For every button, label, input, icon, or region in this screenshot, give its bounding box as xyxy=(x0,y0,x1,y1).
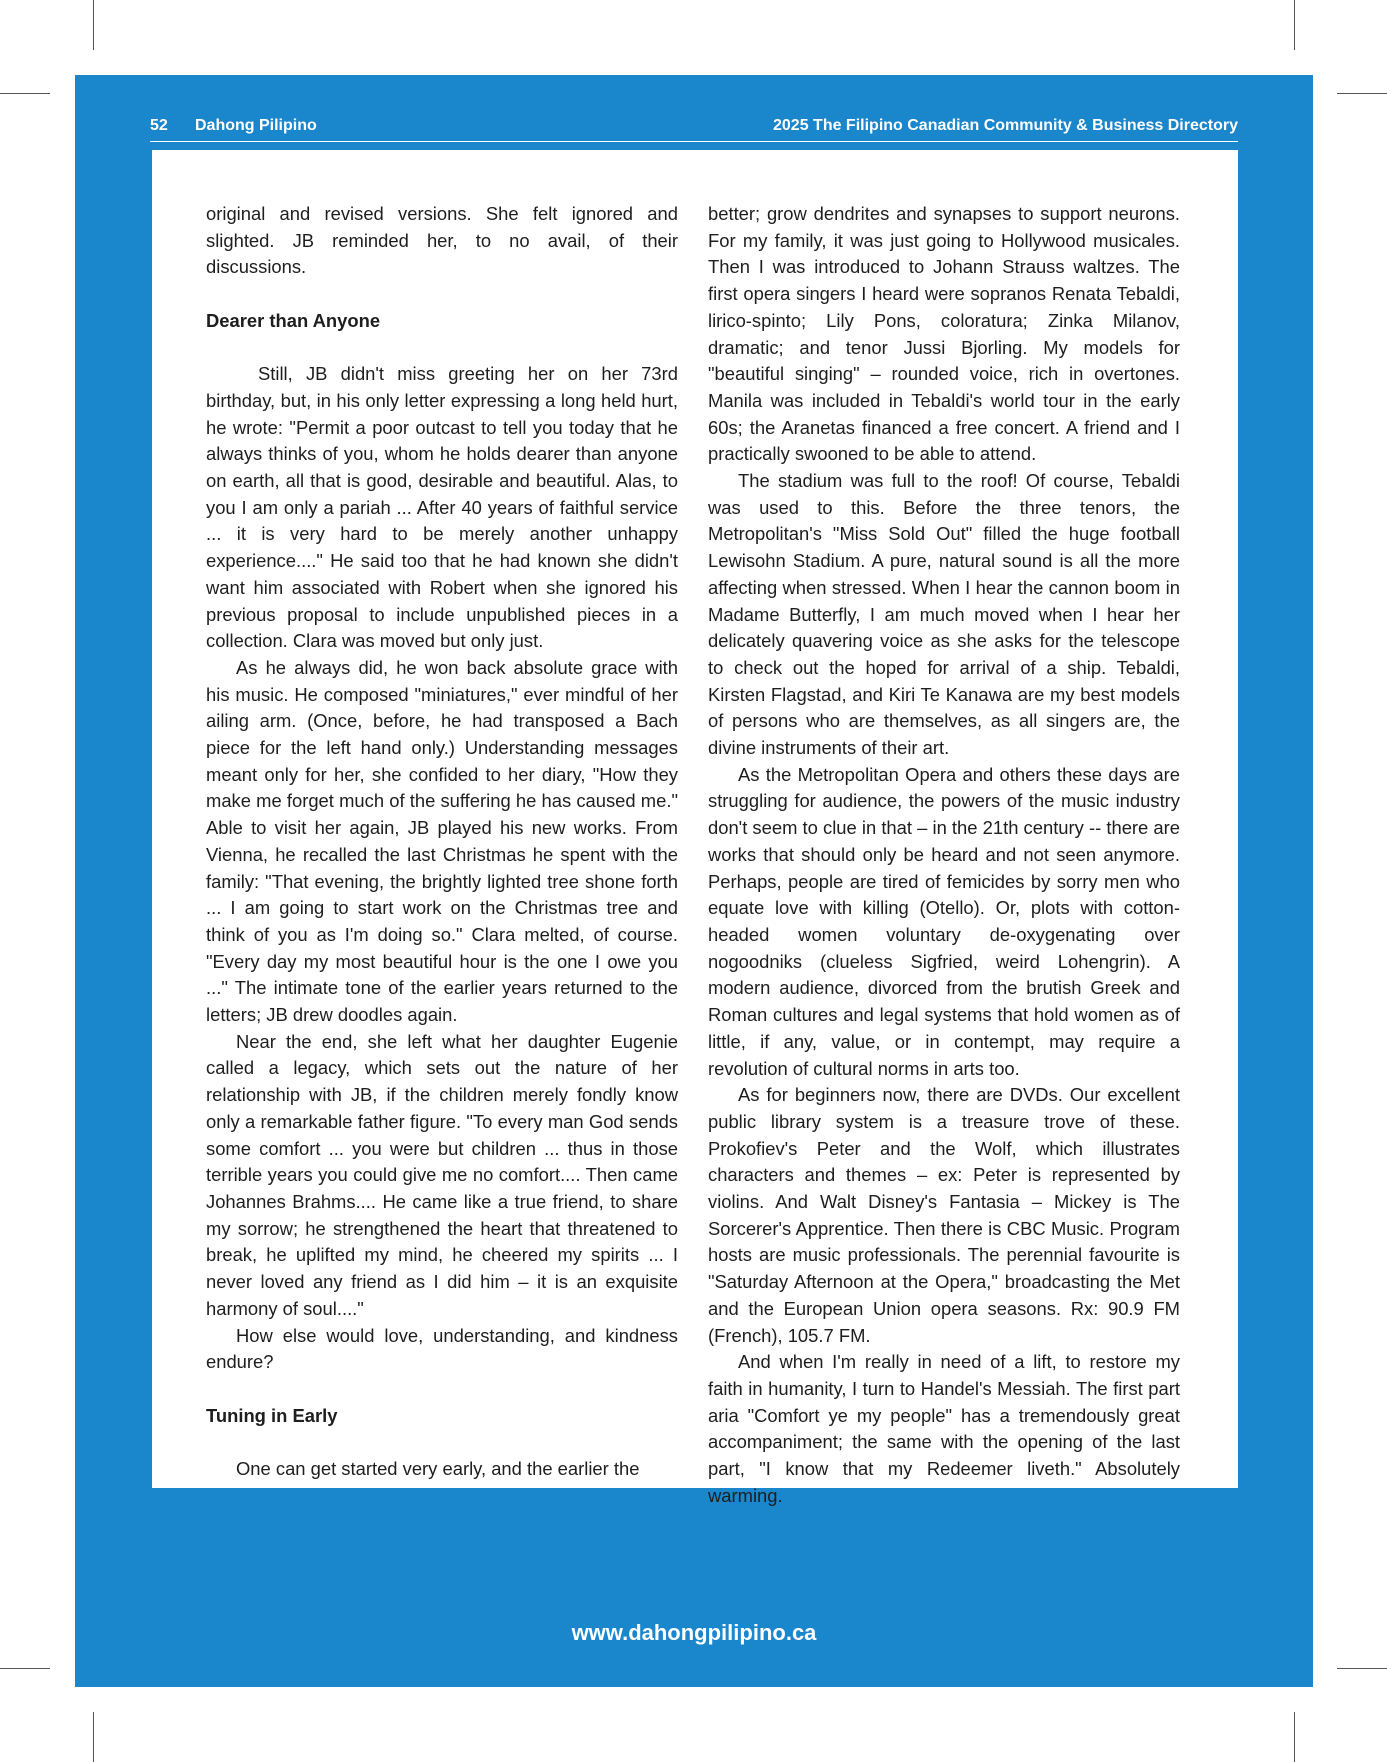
crop-mark xyxy=(1294,0,1295,50)
paragraph: The stadium was full to the roof! Of course, Tebaldi was used to this. Before the three tenors, the Metropolitan's "Miss Sold Out" filled the huge football Lewisohn Stadium. A pure, natural sound is all the more affecting when stressed. When I hear the cannon boom in Madame Butterfly, I am much moved when I hear her delicately quavering voice as she asks for the telescope to check out the hoped for arrival of a ship. Tebaldi, Kirsten Flagstad, and Kiri Te Kanawa are my best models of persons who are themselves, as all singers are, the divine instruments of their art. xyxy=(708,470,1180,759)
paragraph: better; grow dendrites and synapses to support neurons. For my family, it was just going to Hollywood musicales. Then I was introduced to Johann Strauss waltzes. The first opera singers I heard were sopranos Renata Tebaldi, lirico-spinto; Lily Pons, coloratura; Zinka Milanov, dramatic; and tenor Jussi Bjorling. My models for "beautiful singing" – rounded voice, rich in overtones. Manila was included in Tebaldi's world tour in the early 60s; the Aranetas financed a free concert. A friend and I practically swooned to be able to attend. xyxy=(708,203,1180,465)
paragraph: And when I'm really in need of a lift, to restore my faith in humanity, I turn to Handel's Messiah. The first part aria "Comfort ye my people" has a tremendously great accompaniment; the same with the opening of the last part, "I know that my Redeemer liveth." Absolutely warming. xyxy=(708,1351,1180,1506)
directory-title: 2025 The Filipino Canadian Community & Business Directory xyxy=(773,117,1238,134)
paragraph: One can get started very early, and the earlier the xyxy=(236,1457,640,1479)
crop-mark xyxy=(1337,1668,1387,1669)
crop-mark xyxy=(0,93,50,94)
crop-mark xyxy=(93,0,94,50)
page-header xyxy=(150,117,1238,139)
publication-name: Dahong Pilipino xyxy=(195,117,317,134)
paragraph: As he always did, he won back absolute grace with his music. He composed "miniatures," ever mindful of her ailing arm. (Once, before, he had transposed a Bach piece for the left hand only.) Understanding messages meant only for her, she confided to her diary, "How they make me forget much of the suffering he has caused me." Able to visit her again, JB played his new works. From Vienna, he recalled the last Christmas he spent with the family: "That evening, the brightly lighted tree shone forth ... I am going to start work on the Christmas tree and think of you as I'm doing so." Clara melted, of course. "Every day my most beautiful hour is the one I owe you ..." The intimate tone of the earlier years returned to the letters; JB drew doodles again. xyxy=(206,656,678,1026)
page-number: 52 xyxy=(150,117,168,134)
website-url[interactable]: www.dahongpilipino.ca xyxy=(571,1620,817,1645)
crop-mark xyxy=(1294,1712,1295,1762)
paragraph: Near the end, she left what her daughter Eugenie called a legacy, which sets out the nature of her relationship with JB, if the children merely fondly know only a remarkable father figure. "To every man God sends some comfort ... you were but children ... thus in those terrible years you could give me no comfort.... Then came Johannes Brahms.... He came like a true friend, to share my sorrow; he strengthened the heart that threatened to break, he uplifted my mind, he cheered my spirits ... I never loved any friend as I did him – it is an exquisite harmony of soul...." xyxy=(206,1030,678,1319)
paragraph: original and revised versions. She felt ignored and slighted. JB reminded her, to no avail, of their discussions. xyxy=(206,203,678,278)
paragraph: Still, JB didn't miss greeting her on her 73rd birthday, but, in his only letter expressing a long held hurt, he wrote: "Permit a poor outcast to tell you today that he always thinks of you, whom he holds dearer than anyone on earth, all that is good, desirable and beautiful. Alas, to you I am only a pariah ... After 40 years of faithful service ... it is very hard to be merely another unhappy experience...." He said too that he had known she didn't want him associated with Robert when she ignored his previous proposal to include unpublished pieces in a collection. Clara was moved but only just. xyxy=(206,363,678,652)
crop-mark xyxy=(93,1712,94,1762)
section-heading: Dearer than Anyone xyxy=(206,309,381,331)
header-divider xyxy=(150,141,1238,142)
right-column xyxy=(708,201,1180,1509)
crop-mark xyxy=(1337,93,1387,94)
section-heading: Tuning in Early xyxy=(206,1404,338,1426)
paragraph: As the Metropolitan Opera and others these days are struggling for audience, the powers of the music industry don't seem to clue in that – in the 21th century -- there are works that should only be heard and not seen anymore. Perhaps, people are tired of femicides by sorry men who equate love with killing (Otello). Or, plots with cotton-headed women voluntary de-oxygenating over nogoodniks (clueless Sigfried, weird Lohengrin). A modern audience, divorced from the brutish Greek and Roman cultures and legal systems that hold women as of little, if any, value, or in contempt, may require a revolution of cultural norms in arts too. xyxy=(708,763,1180,1079)
paragraph: As for beginners now, there are DVDs. Our excellent public library system is a treasure trove of these. Prokofiev's Peter and the Wolf, which illustrates characters and themes – ex: Peter is represented by violins. And Walt Disney's Fantasia – Mickey is The Sorcerer's Apprentice. Then there is CBC Music. Program hosts are music professionals. The perennial favourite is "Saturday Afternoon at the Opera," broadcasting the Met and the European Union opera seasons. Rx: 90.9 FM (French), 105.7 FM. xyxy=(708,1084,1180,1346)
crop-mark xyxy=(0,1668,50,1669)
paragraph: How else would love, understanding, and kindness endure? xyxy=(206,1324,678,1373)
left-column xyxy=(206,201,678,1483)
